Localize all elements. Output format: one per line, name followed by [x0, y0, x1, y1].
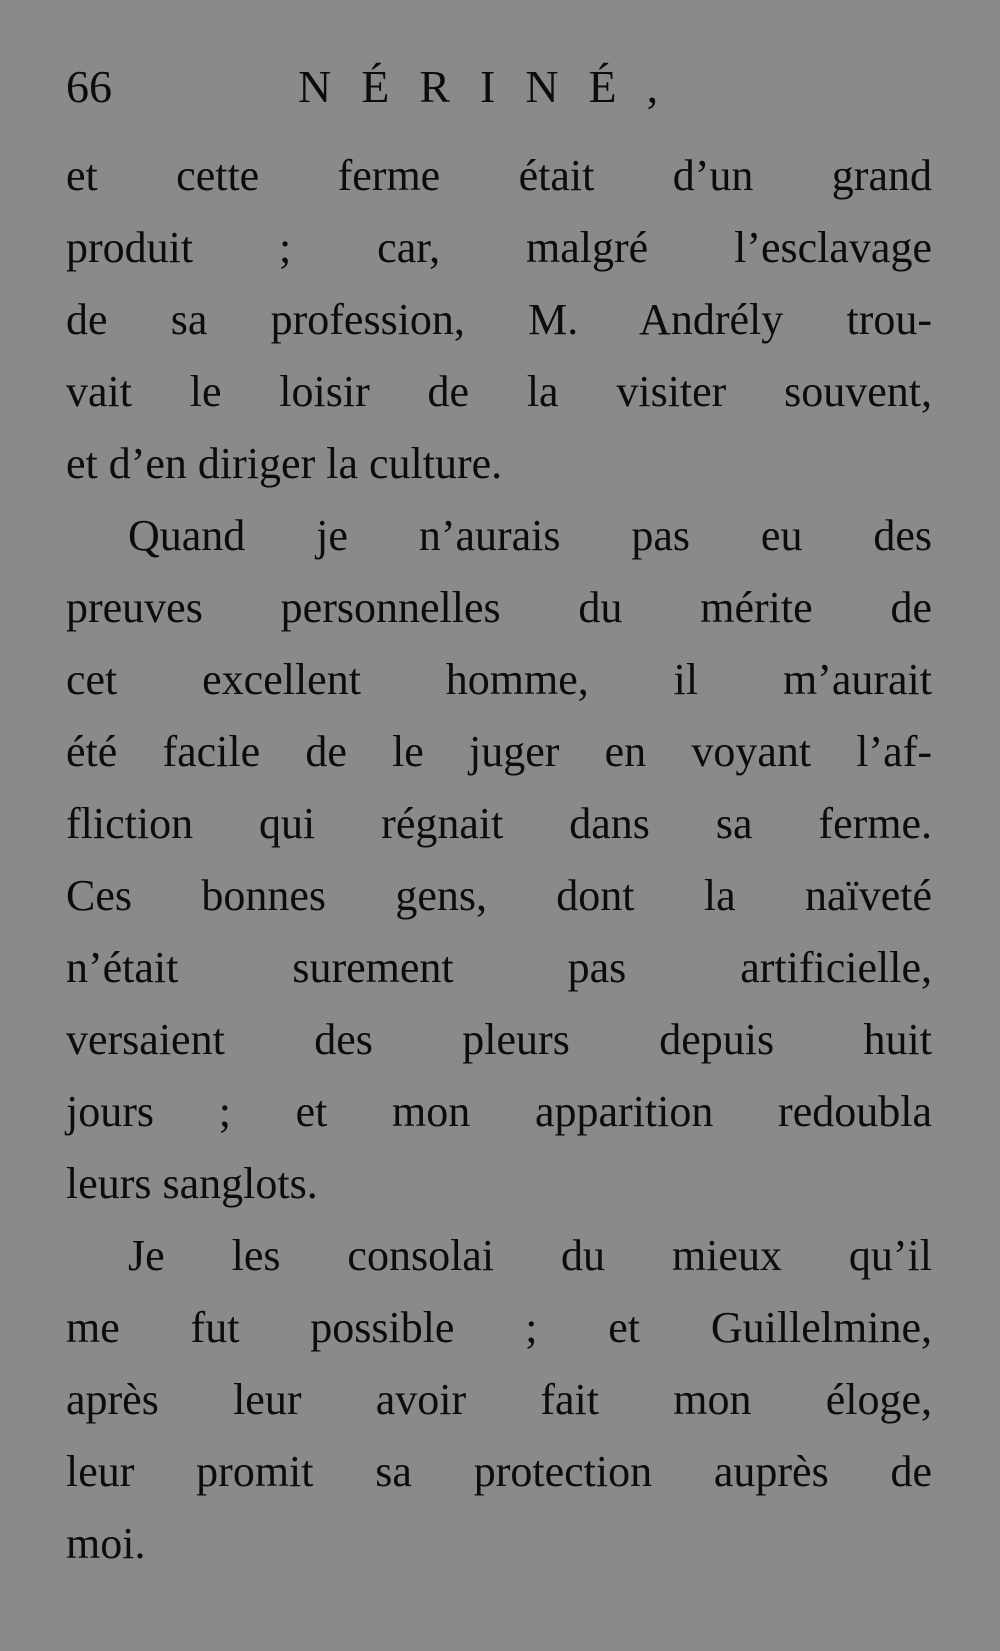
text-line: jours ; et mon apparition redoubla: [66, 1087, 932, 1136]
text-line: n’était surement pas artificielle,: [66, 943, 932, 992]
body-text: [66, 140, 932, 1580]
text-line: cet excellent homme, il m’aurait: [66, 655, 932, 704]
text-line: fliction qui régnait dans sa ferme.: [66, 799, 932, 848]
text-line: Quand je n’aurais pas eu des: [128, 511, 932, 560]
text-line: vait le loisir de la visiter souvent,: [66, 367, 932, 416]
text-line: produit ; car, malgré l’esclavage: [66, 223, 932, 272]
text-line: et d’en diriger la culture.: [66, 439, 503, 488]
text-line: Je les consolai du mieux qu’il: [128, 1231, 932, 1280]
text-line: et cette ferme était d’un grand: [66, 151, 932, 200]
running-title: NÉRINÉ,: [298, 61, 689, 112]
text-line: me fut possible ; et Guillelmine,: [66, 1303, 932, 1352]
text-line: moi.: [66, 1519, 146, 1568]
text-line: été facile de le juger en voyant l’af-: [66, 727, 932, 776]
text-line: versaient des pleurs depuis huit: [66, 1015, 932, 1064]
page-number: 66: [66, 61, 112, 112]
text-line: preuves personnelles du mérite de: [66, 583, 932, 632]
running-head: [66, 52, 946, 122]
text-line: après leur avoir fait mon éloge,: [66, 1375, 932, 1424]
text-line: leurs sanglots.: [66, 1159, 318, 1208]
text-line: Ces bonnes gens, dont la naïveté: [66, 871, 932, 920]
text-line: de sa profession, M. Andrély trou-: [66, 295, 932, 344]
text-line: leur promit sa protection auprès de: [66, 1447, 932, 1496]
